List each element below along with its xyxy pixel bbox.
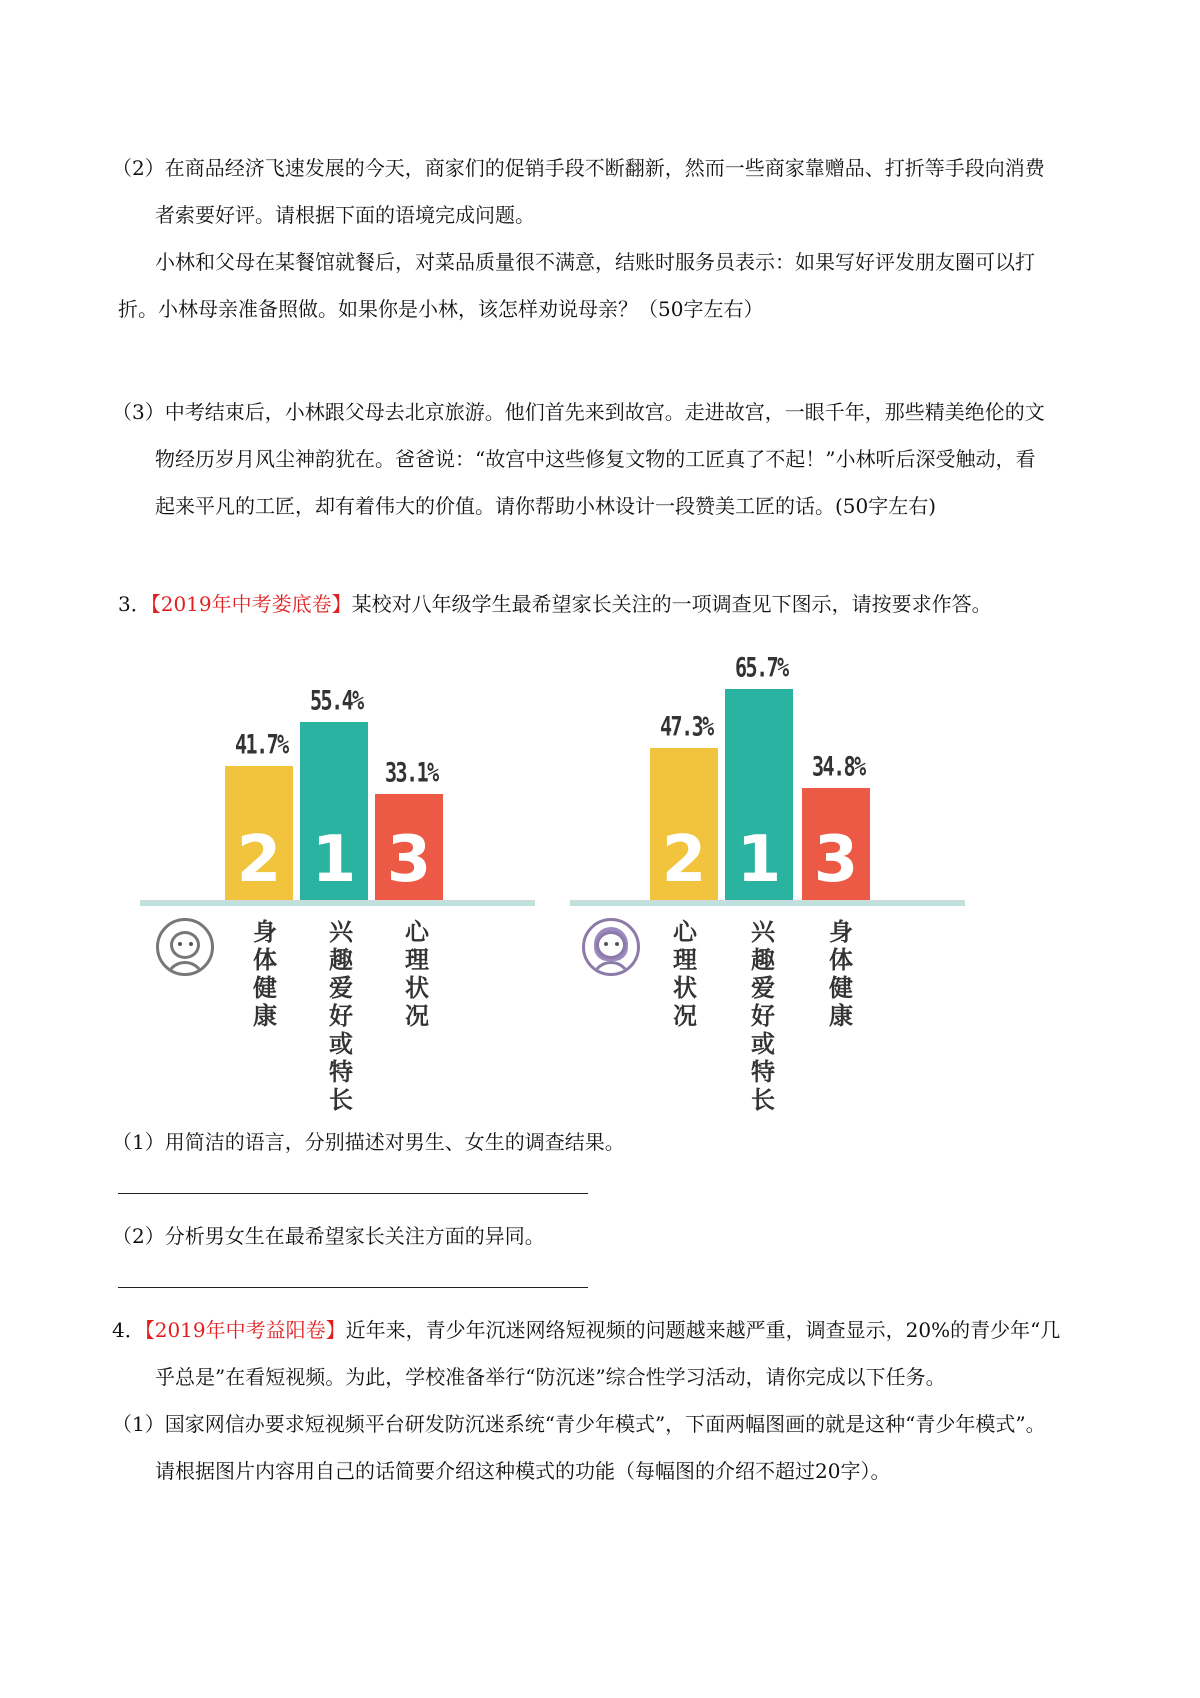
boys-bar-rank-right: 3: [386, 823, 432, 897]
q3-text: 某校对八年级学生最希望家长关注的一项调查见下图示，请按要求作答。: [351, 592, 992, 616]
q3-number: 3．: [118, 592, 151, 616]
boys-value-label-left: 41.7%: [235, 728, 288, 761]
q2-3-line2: 物经历岁月风尘神韵犹在。爸爸说：“故宫中这些修复文物的工匠真了不起！”小林听后深受触动，看: [155, 447, 1036, 471]
girls-value-label-right: 34.8%: [812, 750, 865, 783]
boys-bar-rank-left: 2: [236, 823, 282, 897]
q2-3-line1: （3）中考结束后，小林跟父母去北京旅游。他们首先来到故宫。走进故宫，一眼千年，那些精美绝伦的文: [112, 400, 1045, 424]
q4-sub1-line1: （1）国家网信办要求短视频平台研发防沉迷系统“青少年模式”，下面两幅图画的就是这种“青少年模式”。: [112, 1412, 1046, 1436]
girls-bar-rank-center: 1: [736, 823, 782, 897]
q2-2-line3: 小林和父母在某餐馆就餐后，对菜品质量很不满意，结账时服务员表示：如果写好评发朋友圈可以打: [155, 250, 1035, 274]
q3-sub2-answer-line[interactable]: [118, 1287, 588, 1288]
boys-bar-right: [375, 794, 443, 900]
boys-bar-left: [225, 766, 293, 900]
q3-sub2: （2）分析男女生在最希望家长关注方面的异同。: [112, 1224, 545, 1248]
girls-label-mental: 心理状况: [673, 918, 697, 1030]
q4-source: 【2019年中考益阳卷】: [144, 1318, 346, 1342]
girls-label-interest: 兴趣爱好或特长: [751, 918, 775, 1114]
boys-label-health: 身体健康: [253, 918, 277, 1030]
q4-header: [112, 1316, 1060, 1344]
girl-avatar-icon: [582, 918, 640, 976]
girls-label-health: 身体健康: [829, 918, 853, 1030]
q2-2-line1: （2）在商品经济飞速发展的今天，商家们的促销手段不断翻新，然而一些商家靠赠品、打折等手段向消费: [112, 156, 1045, 180]
boys-value-label-center: 55.4%: [310, 684, 363, 717]
boy-avatar-icon: [156, 918, 214, 976]
q4-text1: 近年来，青少年沉迷网络短视频的问题越来越严重，调查显示，20%的青少年“几: [345, 1318, 1061, 1342]
girls-bar-rank-left: 2: [661, 823, 707, 897]
q4-text2: 乎总是”在看短视频。为此，学校准备举行“防沉迷”综合性学习活动，请你完成以下任务。: [155, 1365, 946, 1389]
girls-value-label-left: 47.3%: [660, 710, 713, 743]
boys-value-label-right: 33.1%: [385, 756, 438, 789]
girls-bar-center: [725, 689, 793, 900]
q2-2-line2: 者索要好评。请根据下面的语境完成问题。: [155, 203, 535, 227]
girls-podium-chart: [570, 640, 965, 1114]
girls-bar-right: [802, 788, 870, 900]
boys-bar-center: [300, 722, 368, 900]
girls-baseline: [570, 900, 965, 906]
girls-value-label-center: 65.7%: [735, 651, 788, 684]
boys-label-mental: 心理状况: [405, 918, 429, 1030]
q2-3-line3: 起来平凡的工匠，却有着伟大的价值。请你帮助小林设计一段赞美工匠的话。(50字左右): [155, 494, 937, 518]
boys-label-interest: 兴趣爱好或特长: [329, 918, 353, 1114]
q4-sub1-line2: 请根据图片内容用自己的话简要介绍这种模式的功能（每幅图的介绍不超过20字）。: [155, 1459, 891, 1483]
boys-bar-rank-center: 1: [311, 823, 357, 897]
boys-baseline: [140, 900, 535, 906]
q4-number: 4．: [112, 1318, 145, 1342]
q3-source: 【2019年中考娄底卷】: [150, 592, 352, 616]
q3-sub1: （1）用简洁的语言，分别描述对男生、女生的调查结果。: [112, 1130, 625, 1154]
q2-2-line4: 折。小林母亲准备照做。如果你是小林，该怎样劝说母亲？（50字左右）: [118, 297, 764, 321]
girls-bar-rank-right: 3: [813, 823, 859, 897]
q3-sub1-answer-line[interactable]: [118, 1193, 588, 1194]
boys-podium-chart: [140, 640, 535, 1114]
q3-header: [118, 590, 992, 618]
girls-bar-left: [650, 748, 718, 900]
